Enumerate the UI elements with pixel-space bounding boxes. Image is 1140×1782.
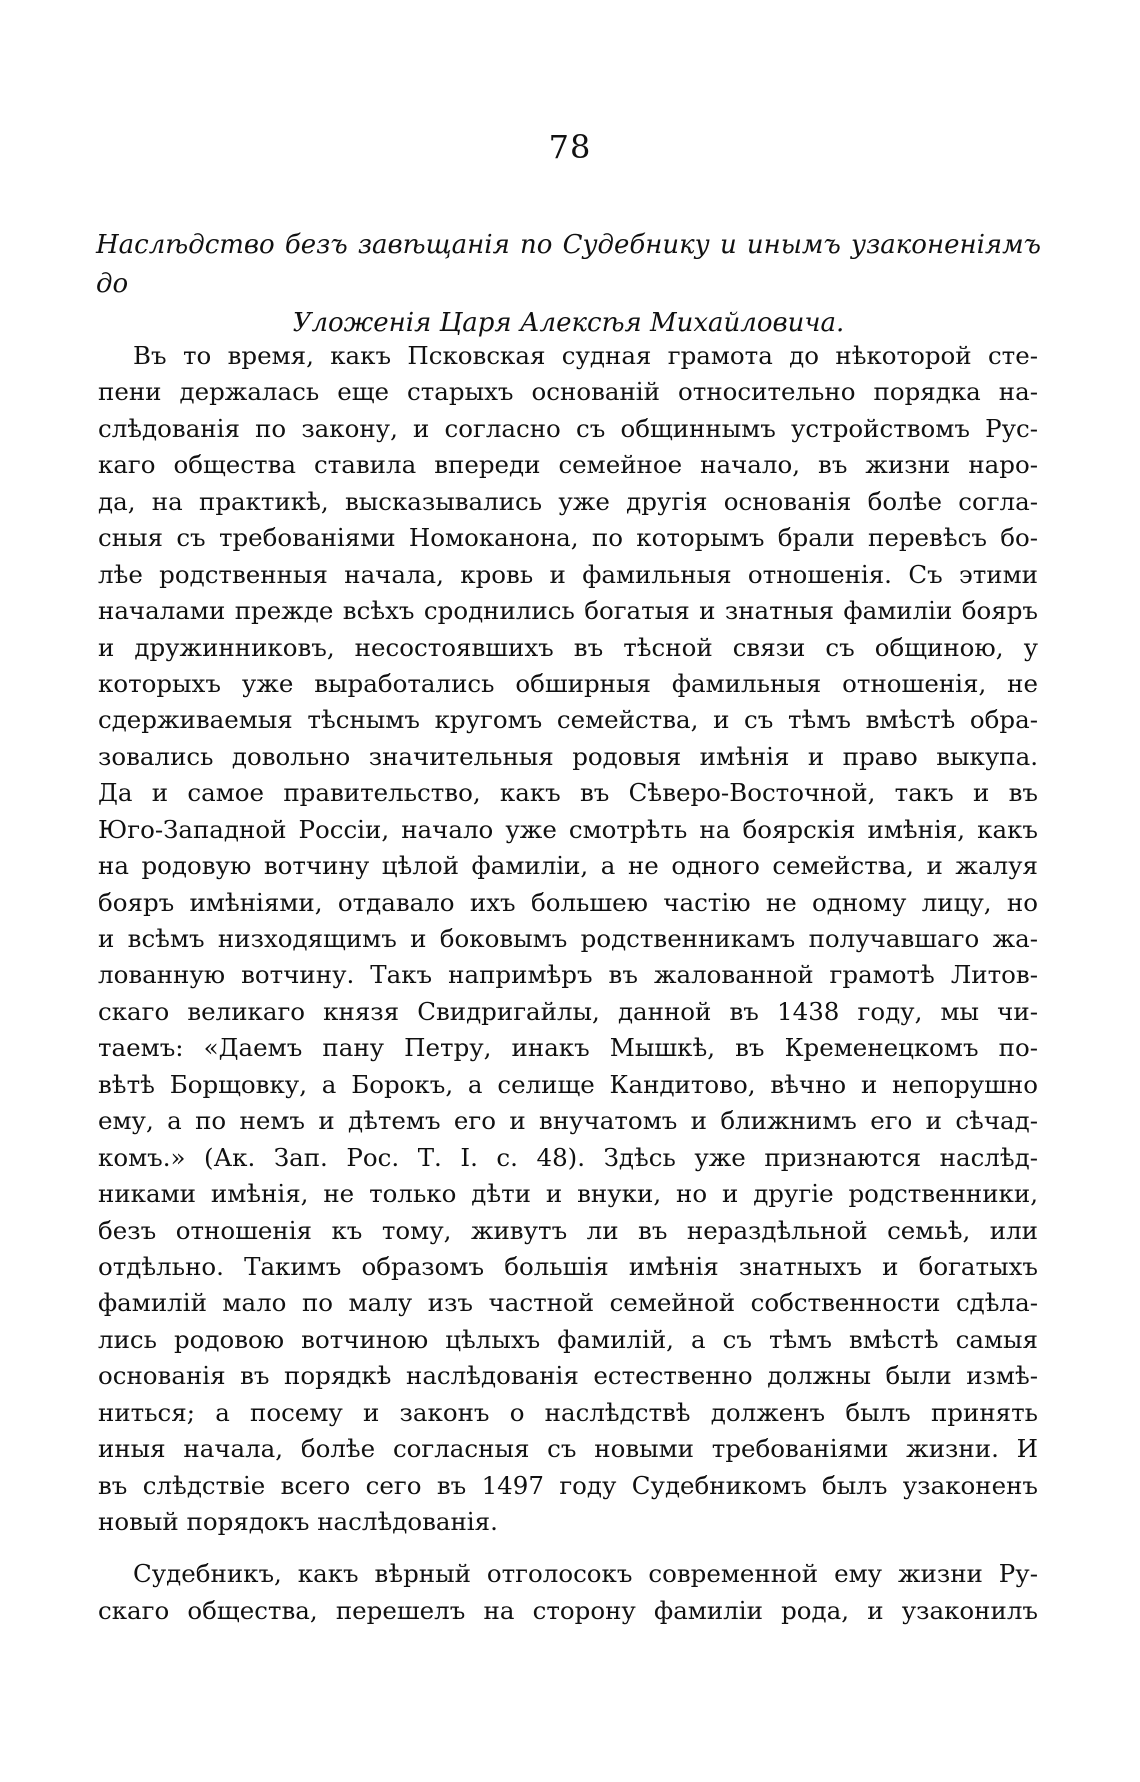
text-line: каго общества ставила впереди семейное начало, въ жизни наро- — [98, 450, 1038, 480]
text-line: сныя съ требованіями Номоканона, по которымъ брали перевѣсъ бо- — [98, 523, 1038, 553]
text-line: никами имѣнія, не только дѣти и внуки, но и другіе родственники, — [98, 1179, 1038, 1209]
text-line: ему, а по немъ и дѣтемъ его и внучатомъ и ближнимъ его и сѣчад- — [98, 1106, 1038, 1136]
text-line: Юго-Западной Россіи, начало уже смотрѣть на боярскія имѣнія, какъ — [98, 814, 1038, 844]
text-line: скаго общества, перешелъ на сторону фамиліи рода, и узаконилъ — [98, 1595, 1038, 1625]
text-line: да, на практикѣ, высказывались уже другія основанія болѣе согла- — [98, 486, 1038, 516]
text-line: лись родовою вотчиною цѣлыхъ фамилій, а съ тѣмъ вмѣстѣ самыя — [98, 1324, 1038, 1354]
text-line: ниться; а посему и законъ о наслѣдствѣ долженъ былъ принять — [98, 1397, 1038, 1427]
text-line: зовались довольно значительныя родовыя имѣнія и право выкупа. — [98, 741, 1038, 771]
body-text — [98, 338, 1038, 1629]
text-line: и дружинниковъ, несостоявшихъ въ тѣсной связи съ общиною, у — [98, 632, 1038, 662]
paragraph-gap — [98, 1540, 1038, 1556]
text-line: бояръ имѣніями, отдавало ихъ большею частію не одному лицу, но — [98, 887, 1038, 917]
text-line: безъ отношенія къ тому, живутъ ли въ нераздѣльной семьѣ, или — [98, 1215, 1038, 1245]
text-line: таемъ: «Даемъ пану Петру, инакъ Мышкѣ, въ Кременецкомъ по- — [98, 1033, 1038, 1063]
text-line: лованную вотчину. Такъ напримѣръ въ жалованной грамотѣ Литов- — [98, 960, 1038, 990]
text-line: пени держалась еще старыхъ основаній относительно порядка на- — [98, 377, 1038, 407]
text-line: фамилій мало по малу изъ частной семейной собственности сдѣла- — [98, 1288, 1038, 1318]
page-number: 78 — [548, 128, 592, 166]
section-heading-line-2: Уложенія Царя Алексѣя Михайловича. — [292, 308, 845, 338]
paragraph-1 — [98, 338, 1038, 1540]
text-line: отдѣльно. Такимъ образомъ большія имѣнія знатныхъ и богатыхъ — [98, 1251, 1038, 1281]
text-line: которыхъ уже выработались обширныя фамильныя отношенія, не — [98, 668, 1038, 698]
text-line: основанія въ порядкѣ наслѣдованія естественно должны были измѣ- — [98, 1361, 1038, 1391]
text-line: Судебникъ, какъ вѣрный отголосокъ современной ему жизни Ру- — [133, 1559, 1038, 1589]
text-line: лѣе родственныя начала, кровь и фамильныя отношенія. Съ этими — [98, 559, 1038, 589]
text-line: новый порядокъ наслѣдованія. — [98, 1507, 498, 1536]
section-heading-line-1: Наслѣдство безъ завѣщанія по Судебнику и инымъ узаконеніямъ до — [96, 230, 1041, 299]
text-line: скаго великаго князя Свидригайлы, данной въ 1438 году, мы чи- — [98, 996, 1038, 1026]
text-line: вѣтѣ Борщовку, а Борокъ, а селище Кандитово, вѣчно и непорушно — [98, 1069, 1038, 1099]
paragraph-2 — [98, 1556, 1038, 1629]
text-line: иныя начала, болѣе согласныя съ новыми требованіями жизни. И — [98, 1434, 1038, 1464]
text-line: и всѣмъ низходящимъ и боковымъ родственникамъ получавшаго жа- — [98, 924, 1038, 953]
text-line: слѣдованія по закону, и согласно съ общиннымъ устройствомъ Рус- — [98, 413, 1038, 443]
text-line: Въ то время, какъ Псковская судная грамота до нѣкоторой сте- — [133, 341, 1038, 370]
section-heading — [96, 226, 1041, 343]
text-line: на родовую вотчину цѣлой фамиліи, а не одного семейства, и жалуя — [98, 851, 1038, 881]
text-line: сдерживаемыя тѣснымъ кругомъ семейства, и съ тѣмъ вмѣстѣ обра- — [98, 705, 1038, 735]
text-line: началами прежде всѣхъ сроднились богатыя и знатныя фамиліи бояръ — [98, 596, 1038, 626]
text-line: комъ.» (Ак. Зап. Рос. Т. I. с. 48). Здѣсь уже признаются наслѣд- — [98, 1142, 1038, 1172]
text-line: въ слѣдствіе всего сего въ 1497 году Судебникомъ былъ узаконенъ — [98, 1470, 1038, 1500]
text-line: Да и самое правительство, какъ въ Сѣверо-Восточной, такъ и въ — [98, 778, 1038, 808]
